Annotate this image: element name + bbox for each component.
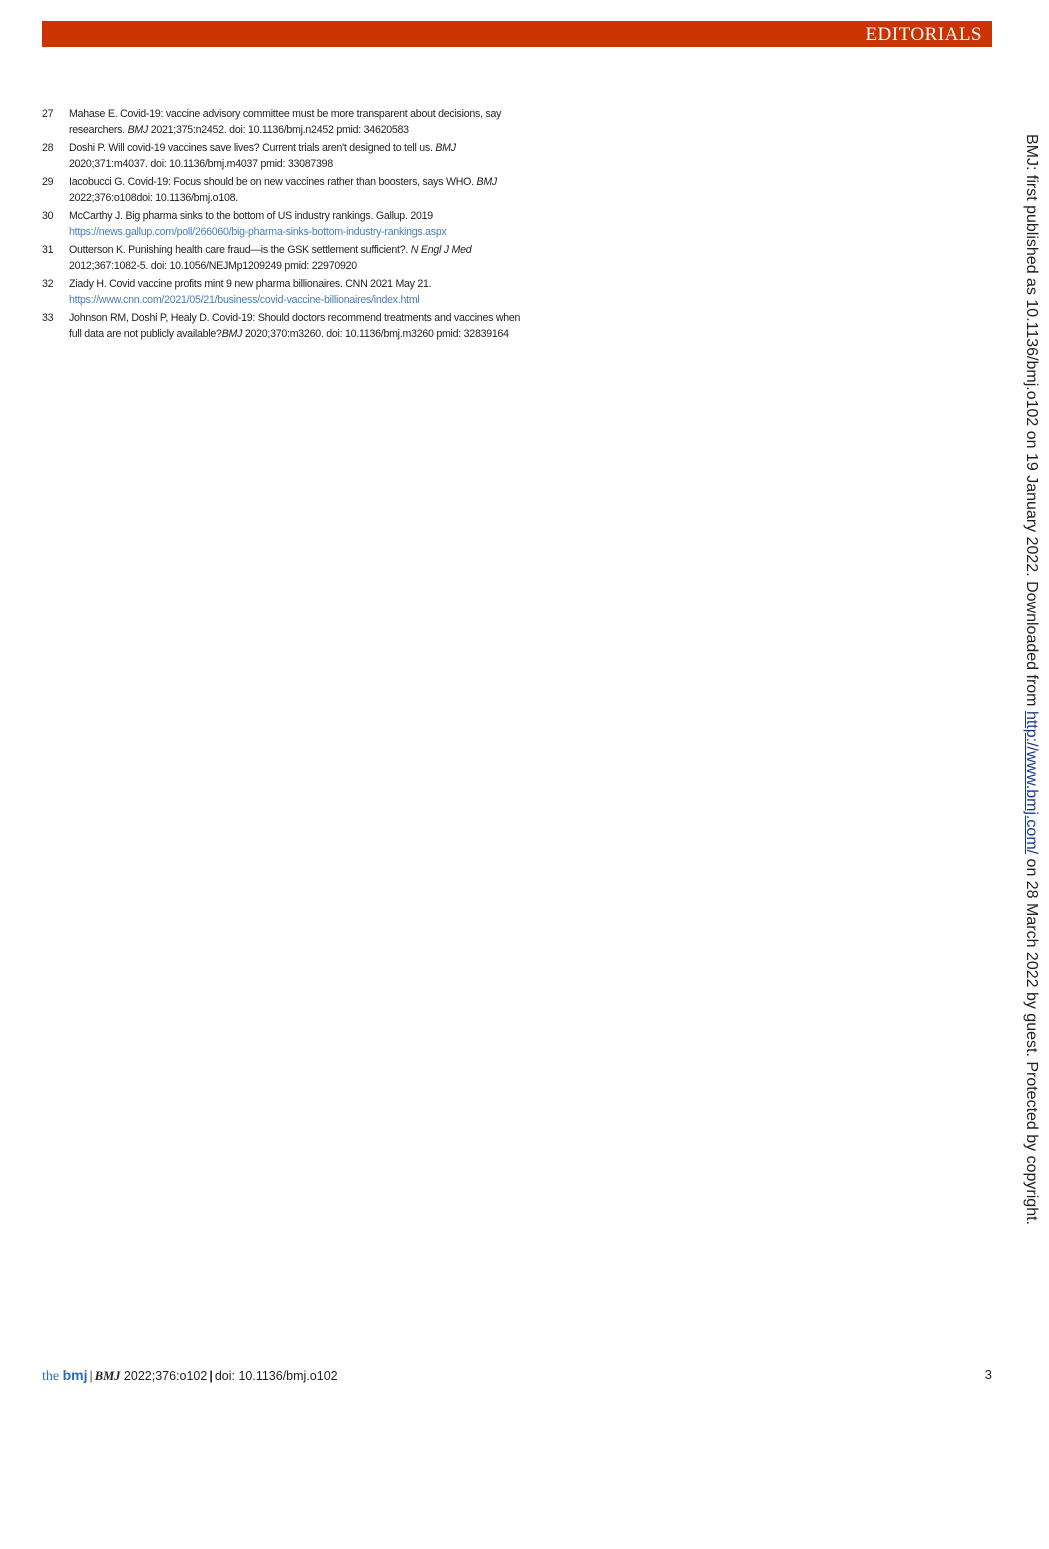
reference-tail: 2020;370:m3260. doi: 10.1136/bmj.m3260 pmid: 32839164 (242, 328, 509, 340)
footer-citation: 2022;376:o102 (120, 1369, 208, 1383)
footer-divider: | (89, 1369, 93, 1383)
reference-journal: BMJ (127, 124, 149, 136)
reference-tail: 2021;375:n2452. doi: 10.1136/bmj.n2452 pmid: 34620583 (148, 124, 409, 136)
reference-journal: N Engl J Med (410, 244, 472, 256)
footer-doi: doi: 10.1136/bmj.o102 (214, 1369, 338, 1383)
brand-the: the (42, 1369, 60, 1384)
reference-tail: 2022;376:o108doi: 10.1136/bmj.o108. (69, 192, 238, 204)
reference-text: Ziady H. Covid vaccine profits mint 9 new pharma billionaires. CNN 2021 May 21. (69, 278, 432, 290)
reference-number: 29 (42, 176, 54, 188)
reference-tail: 2020;371:m4037. doi: 10.1136/bmj.m4037 pmid: 33087398 (69, 158, 333, 170)
brand-bmj-logo: bmj (62, 1367, 88, 1383)
section-label: EDITORIALS (865, 24, 982, 45)
download-notice-text-end: on 28 March 2022 by guest. Protected by copyright. (1023, 854, 1040, 1225)
reference-tail: 2012;367:1082-5. doi: 10.1056/NEJMp1209249 pmid: 22970920 (69, 260, 357, 272)
footer-journal: BMJ (94, 1369, 121, 1383)
reference-number: 30 (42, 210, 54, 222)
reference-item (42, 208, 522, 240)
reference-text: Doshi P. Will covid-19 vaccines save lives? Current trials aren't designed to tell us. (69, 142, 436, 154)
reference-text: McCarthy J. Big pharma sinks to the bottom of US industry rankings. Gallup. 2019 (69, 210, 433, 222)
reference-text: Outterson K. Punishing health care fraud—is the GSK settlement sufficient?. (69, 244, 411, 256)
reference-item (42, 242, 522, 274)
bmj-site-link[interactable]: http://www.bmj.com/ (1023, 710, 1040, 855)
reference-link[interactable]: https://www.cnn.com/2021/05/21/business/covid-vaccine-billionaires/index.html (69, 294, 420, 306)
reference-number: 31 (42, 244, 54, 256)
reference-journal: BMJ (435, 142, 456, 154)
reference-text: Johnson RM, Doshi P, Healy D. Covid-19: Should doctors recommend treatments and vaccines when full data are not publicly available? (69, 312, 521, 340)
reference-item (42, 276, 522, 308)
reference-journal: BMJ (476, 176, 497, 188)
reference-journal: BMJ (221, 328, 243, 340)
reference-item (42, 310, 522, 342)
reference-item (42, 140, 522, 172)
reference-text: Mahase E. Covid-19: vaccine advisory committee must be more transparent about decisions, say researchers. (69, 108, 502, 136)
reference-list (42, 106, 522, 344)
download-notice (1016, 134, 1046, 1549)
reference-number: 28 (42, 142, 54, 154)
download-notice-text: BMJ: first published as 10.1136/bmj.o102 on 19 January 2022. Downloaded from (1023, 134, 1040, 711)
reference-number: 32 (42, 278, 54, 290)
section-header-bar (42, 21, 992, 47)
reference-text: Iacobucci G. Covid-19: Focus should be on new vaccines rather than boosters, says WHO. (69, 176, 477, 188)
reference-item (42, 106, 522, 138)
page-footer (42, 1365, 992, 1385)
reference-item (42, 174, 522, 206)
footer-divider: | (209, 1369, 213, 1383)
reference-link[interactable]: https://news.gallup.com/poll/266060/big-pharma-sinks-bottom-industry-rankings.aspx (69, 226, 447, 238)
reference-number: 33 (42, 312, 54, 324)
reference-number: 27 (42, 108, 54, 120)
page-number: 3 (984, 1367, 992, 1382)
